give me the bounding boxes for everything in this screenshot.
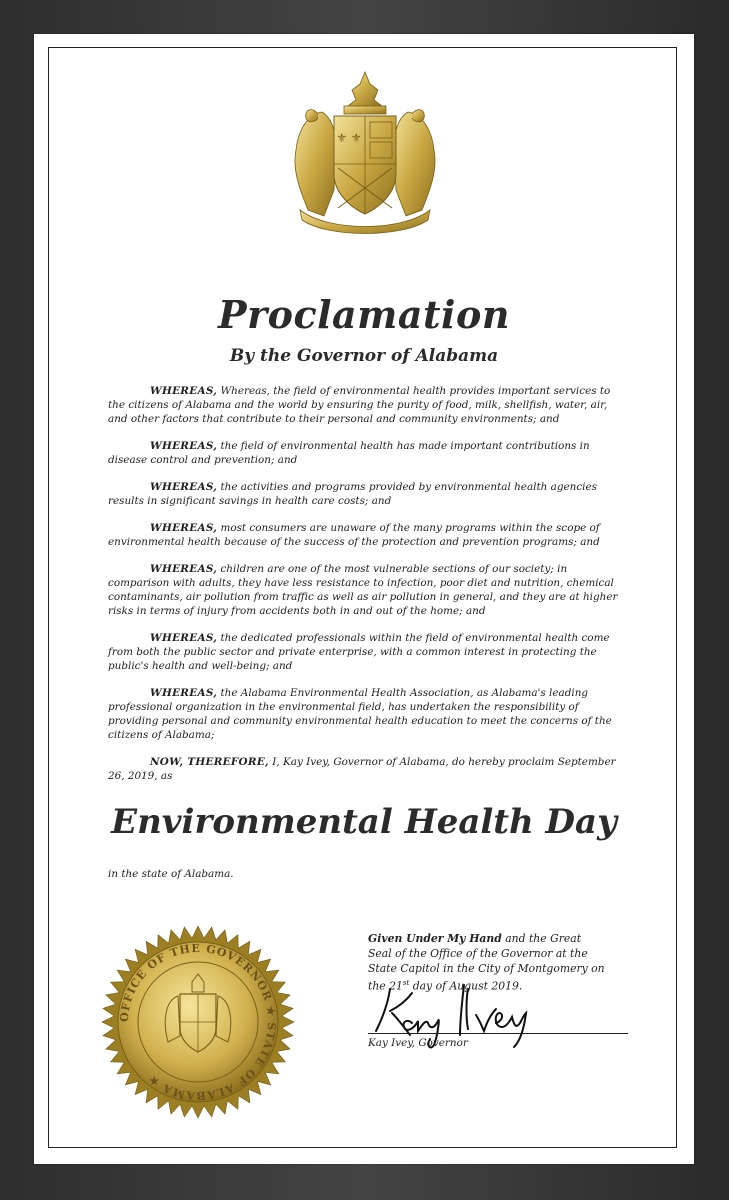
page-subtitle: By the Governor of Alabama (229, 346, 499, 366)
seal-text: OFFICE OF THE GOVERNOR ★ STATE OF ALABAMA ★ (117, 941, 279, 1103)
great-seal-icon (100, 924, 296, 1120)
whereas-paragraph: WHEREAS, the dedicated professionals within the field of environmental health come from both the public sector and private enterprise, with a common interest in protecting the public's health and well-being; and (108, 632, 610, 672)
whereas-paragraph: WHEREAS, Whereas, the field of environmental health provides important services to the citizens of Alabama and the world by ensuring the purity of food, milk, shellfish, water, air, and other factors that contribute to their personal and community environments; and (108, 385, 611, 425)
given-under-hand-text: Given Under My Hand and the Great Seal of the Office of the Governor at the State Capitol in the City of Montgomery on the 21st day of August 2019. (368, 932, 605, 993)
page-title: Proclamation (218, 292, 510, 337)
signer-name: Kay Ivey, Governor (368, 1037, 468, 1049)
whereas-paragraph: WHEREAS, the field of environmental health has made important contributions in disease control and prevention; and (108, 440, 590, 466)
whereas-paragraph: WHEREAS, children are one of the most vulnerable sections of our society; in comparison with adults, they have less resistance to infection, poor diet and nutrition, chemical contaminants, air pollution from traffic as well as air pollution in general, and they are at higher risks in terms of injury from accidents both in and out of the home; and (108, 563, 618, 617)
whereas-paragraph: WHEREAS, the activities and programs provided by environmental health agencies results in significant savings in health care costs; and (108, 481, 597, 507)
signature-line (368, 1033, 628, 1034)
whereas-paragraph: WHEREAS, most consumers are unaware of the many programs within the scope of environmental health because of the success of the protection and prevention programs; and (108, 522, 600, 548)
now-therefore-paragraph: NOW, THEREFORE, I, Kay Ivey, Governor of Alabama, do hereby proclaim September 26, 2019, as (108, 756, 616, 782)
state-line: in the state of Alabama. (108, 868, 234, 880)
whereas-paragraph: WHEREAS, the Alabama Environmental Health Association, as Alabama's leading professional organization in the environmental field, has undertaken the responsibility of providing personal and community environmental health education to meet the concerns of the citizens of Alabama; (108, 687, 612, 741)
alabama-coat-of-arms-icon (278, 70, 452, 235)
proclamation-page (34, 34, 694, 1164)
svg-text:⚜ ⚜: ⚜ ⚜ (336, 131, 362, 145)
proclaimed-day-title: Environmental Health Day (111, 802, 617, 842)
proclamation-body (108, 384, 628, 796)
